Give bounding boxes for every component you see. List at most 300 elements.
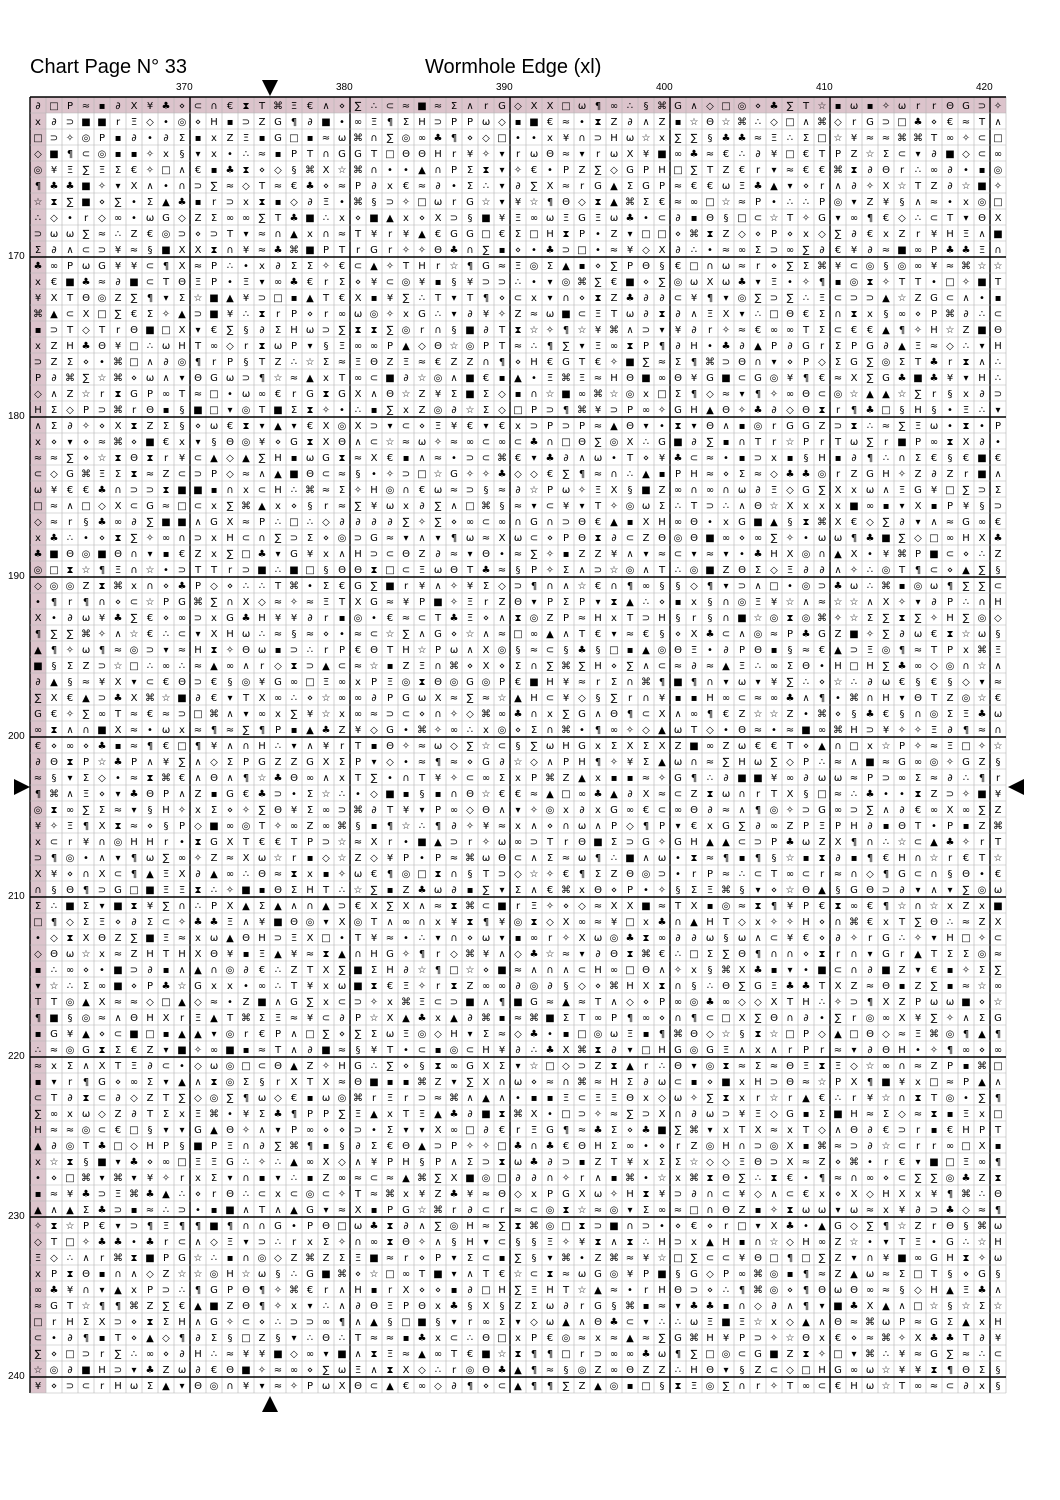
svg-text:Θ: Θ [82, 1269, 90, 1280]
svg-text:x: x [739, 1093, 745, 1104]
svg-text:♣: ♣ [273, 1109, 283, 1120]
svg-text:⊃: ⊃ [305, 661, 315, 672]
svg-text:Σ: Σ [658, 501, 666, 512]
svg-text:X: X [178, 325, 186, 336]
svg-text:€: € [210, 325, 218, 336]
svg-text:ω: ω [801, 837, 811, 848]
svg-text:◎: ◎ [609, 1205, 619, 1216]
svg-text:◎: ◎ [865, 1013, 875, 1024]
svg-text:■: ■ [737, 613, 747, 624]
svg-text:▾: ▾ [131, 677, 137, 688]
svg-text:✧: ✧ [417, 517, 427, 528]
svg-text:¥: ¥ [658, 453, 666, 464]
svg-text:T: T [802, 1125, 810, 1136]
svg-text:▪: ▪ [738, 453, 746, 464]
svg-text:⧗: ⧗ [802, 517, 810, 528]
svg-text:r: r [387, 837, 393, 848]
svg-text:∑: ∑ [914, 917, 922, 928]
svg-text:■: ■ [977, 453, 987, 464]
svg-text:r: r [323, 309, 329, 320]
svg-text:☆: ☆ [961, 181, 971, 192]
svg-text:P: P [50, 1269, 58, 1280]
svg-text:H: H [402, 645, 410, 656]
svg-text:X: X [722, 309, 730, 320]
svg-text:⌘: ⌘ [817, 709, 827, 720]
svg-text:□: □ [33, 133, 43, 144]
svg-text:⧗: ⧗ [434, 869, 442, 880]
svg-text:⧗: ⧗ [242, 165, 250, 176]
svg-text:∑: ∑ [338, 1109, 346, 1120]
svg-text:P: P [210, 1141, 218, 1152]
svg-text:⧗: ⧗ [338, 453, 346, 464]
svg-text:Z: Z [146, 421, 154, 432]
svg-text:Θ: Θ [482, 549, 490, 560]
svg-text:§: § [179, 405, 185, 416]
svg-text:≈: ≈ [593, 917, 603, 928]
svg-text:⧗: ⧗ [306, 437, 314, 448]
svg-text:X: X [258, 693, 266, 704]
svg-text:§: § [659, 581, 665, 592]
svg-text:⊃: ⊃ [545, 405, 555, 416]
svg-text:⋄: ⋄ [178, 101, 186, 112]
svg-text:Z: Z [114, 293, 122, 304]
svg-text:ω: ω [849, 1205, 859, 1216]
svg-text:◇: ◇ [706, 389, 714, 400]
svg-text:X: X [178, 869, 186, 880]
svg-text:∴: ∴ [290, 357, 298, 368]
svg-text:H: H [882, 1189, 890, 1200]
svg-text:Θ: Θ [690, 517, 698, 528]
svg-text:▲: ▲ [210, 453, 218, 464]
svg-text:r: r [915, 1141, 921, 1152]
svg-text:¥: ¥ [370, 277, 378, 288]
svg-text:Z: Z [402, 885, 410, 896]
svg-text:X: X [98, 1061, 106, 1072]
svg-text:X: X [658, 709, 666, 720]
svg-text:T: T [50, 1237, 58, 1248]
svg-text:Z: Z [690, 1141, 698, 1152]
svg-text:ω: ω [721, 261, 731, 272]
svg-text:▲: ▲ [338, 949, 346, 960]
svg-text:T: T [946, 213, 954, 224]
svg-text:⋄: ⋄ [338, 1029, 346, 1040]
center-marker-top-icon [262, 80, 278, 96]
svg-text:¥: ¥ [898, 1205, 906, 1216]
svg-text:≈: ≈ [513, 965, 523, 976]
svg-text:T: T [274, 213, 282, 224]
svg-text:x: x [99, 949, 105, 960]
svg-text:∑: ∑ [738, 821, 746, 832]
svg-text:⌘: ⌘ [465, 853, 475, 864]
svg-text:¥: ¥ [882, 197, 890, 208]
svg-text:⋄: ⋄ [818, 677, 826, 688]
svg-text:≈: ≈ [561, 181, 571, 192]
svg-text:¥: ¥ [434, 773, 442, 784]
svg-text:T: T [386, 805, 394, 816]
svg-text:P: P [530, 565, 538, 576]
svg-text:∂: ∂ [611, 1045, 617, 1056]
svg-text:€: € [722, 709, 730, 720]
svg-text:Σ: Σ [978, 1301, 986, 1312]
svg-text:∞: ∞ [849, 213, 859, 224]
svg-text:€: € [146, 709, 154, 720]
svg-text:•: • [195, 1205, 201, 1216]
svg-text:⌘: ⌘ [545, 773, 555, 784]
svg-text:⋄: ⋄ [162, 1349, 170, 1360]
svg-text:Σ: Σ [290, 405, 298, 416]
svg-text:¶: ¶ [50, 597, 58, 608]
svg-text:≈: ≈ [33, 453, 43, 464]
svg-text:≈: ≈ [577, 613, 587, 624]
svg-text:§: § [995, 629, 1001, 640]
svg-text:∧: ∧ [674, 709, 682, 720]
svg-text:•: • [803, 533, 809, 544]
svg-text:P: P [786, 629, 794, 640]
svg-text:•: • [867, 1237, 873, 1248]
svg-text:⊃: ⊃ [593, 565, 603, 576]
svg-text:∩: ∩ [546, 725, 554, 736]
svg-text:x: x [179, 725, 185, 736]
svg-text:§: § [675, 1269, 681, 1280]
svg-text:⧗: ⧗ [530, 917, 538, 928]
svg-text:▾: ▾ [627, 229, 633, 240]
svg-text:€: € [306, 1285, 314, 1296]
svg-text:Ξ: Ξ [338, 341, 346, 352]
svg-text:▾: ▾ [227, 1173, 233, 1184]
svg-text:r: r [931, 1141, 937, 1152]
svg-text:∧: ∧ [226, 773, 234, 784]
svg-text:⋄: ⋄ [338, 1125, 346, 1136]
svg-text:◎: ◎ [865, 261, 875, 272]
svg-text:∞: ∞ [257, 709, 267, 720]
svg-text:□: □ [769, 581, 779, 592]
column-number: 420 [976, 82, 993, 93]
svg-text:✧: ✧ [161, 1173, 171, 1184]
svg-text:⊂: ⊂ [769, 933, 779, 944]
svg-text:∂: ∂ [899, 517, 905, 528]
svg-text:Σ: Σ [962, 949, 970, 960]
svg-text:Θ: Θ [738, 357, 746, 368]
svg-text:Z: Z [274, 757, 282, 768]
svg-text:Z: Z [226, 1301, 234, 1312]
svg-text:T: T [770, 789, 778, 800]
svg-text:∞: ∞ [721, 693, 731, 704]
svg-text:☆: ☆ [257, 773, 267, 784]
svg-text:§: § [947, 389, 953, 400]
svg-text:◎: ◎ [561, 1333, 571, 1344]
svg-text:⌘: ⌘ [609, 981, 619, 992]
svg-text:◎: ◎ [33, 805, 43, 816]
svg-text:Σ: Σ [34, 245, 42, 256]
svg-text:▾: ▾ [243, 229, 249, 240]
svg-text:T: T [898, 277, 906, 288]
svg-text:T: T [578, 629, 586, 640]
svg-text:H: H [530, 357, 538, 368]
svg-text:T: T [402, 261, 410, 272]
svg-text:⋄: ⋄ [434, 1285, 442, 1296]
svg-text:▾: ▾ [291, 421, 297, 432]
svg-text:⊂: ⊂ [513, 853, 523, 864]
svg-text:▲: ▲ [290, 1157, 298, 1168]
svg-text:≈: ≈ [289, 373, 299, 384]
svg-text:≈: ≈ [225, 181, 235, 192]
svg-text:▲: ▲ [290, 1061, 298, 1072]
svg-text:□: □ [177, 501, 187, 512]
svg-text:⋄: ⋄ [82, 357, 90, 368]
svg-text:▪: ▪ [770, 645, 778, 656]
svg-text:€: € [642, 805, 650, 816]
svg-text:G: G [34, 709, 42, 720]
svg-text:□: □ [769, 309, 779, 320]
svg-text:Ξ: Ξ [98, 469, 106, 480]
svg-text:G: G [898, 757, 906, 768]
svg-text:X: X [978, 533, 986, 544]
svg-text:∂: ∂ [563, 453, 569, 464]
svg-text:∑: ∑ [242, 725, 250, 736]
svg-text:¶: ¶ [162, 261, 170, 272]
svg-text:P: P [562, 757, 570, 768]
svg-text:Ξ: Ξ [130, 117, 138, 128]
svg-text:▲: ▲ [146, 1333, 154, 1344]
svg-text:⋄: ⋄ [802, 741, 810, 752]
svg-text:r: r [403, 1093, 409, 1104]
svg-text:✧: ✧ [321, 1061, 331, 1072]
svg-text:¥: ¥ [450, 917, 458, 928]
svg-text:•: • [35, 597, 41, 608]
svg-text:≈: ≈ [561, 949, 571, 960]
svg-text:T: T [594, 997, 602, 1008]
svg-text:∞: ∞ [929, 805, 939, 816]
svg-text:P: P [834, 149, 842, 160]
svg-text:T: T [786, 997, 794, 1008]
svg-text:G: G [274, 117, 282, 128]
svg-text:Θ: Θ [578, 1141, 586, 1152]
svg-text:Z: Z [610, 869, 618, 880]
svg-text:G: G [962, 517, 970, 528]
svg-text:H: H [818, 453, 826, 464]
svg-text:•: • [643, 213, 649, 224]
svg-text:■: ■ [561, 389, 571, 400]
svg-text:≈: ≈ [497, 565, 507, 576]
svg-text:•: • [867, 549, 873, 560]
svg-text:r: r [755, 789, 761, 800]
svg-text:∑: ∑ [786, 261, 794, 272]
svg-text:✧: ✧ [897, 1333, 907, 1344]
svg-text:∂: ∂ [387, 517, 393, 528]
svg-text:▾: ▾ [99, 1285, 105, 1296]
svg-text:∂: ∂ [979, 1333, 985, 1344]
svg-text:◎: ◎ [305, 1189, 315, 1200]
svg-text:▾: ▾ [115, 181, 121, 192]
svg-text:Ξ: Ξ [162, 933, 170, 944]
svg-text:r: r [691, 869, 697, 880]
svg-text:∞: ∞ [833, 805, 843, 816]
column-number: 380 [336, 82, 353, 93]
svg-text:Ξ: Ξ [626, 1029, 634, 1040]
svg-text:r: r [323, 1285, 329, 1296]
svg-text:X: X [626, 149, 634, 160]
svg-text:Z: Z [306, 1061, 314, 1072]
svg-text:P: P [370, 677, 378, 688]
svg-text:✧: ✧ [337, 869, 347, 880]
svg-text:∂: ∂ [643, 293, 649, 304]
svg-text:X: X [786, 1141, 794, 1152]
svg-text:•: • [643, 885, 649, 896]
svg-text:◎: ◎ [241, 405, 251, 416]
svg-text:∞: ∞ [705, 485, 715, 496]
svg-text:∞: ∞ [913, 757, 923, 768]
svg-text:∴: ∴ [50, 965, 58, 976]
svg-text:♣: ♣ [545, 245, 555, 256]
svg-text:⌘: ⌘ [961, 1189, 971, 1200]
svg-text:≈: ≈ [497, 1029, 507, 1040]
svg-text:∧: ∧ [466, 1269, 474, 1280]
svg-text:⧗: ⧗ [722, 1093, 730, 1104]
svg-text:Σ: Σ [978, 965, 986, 976]
svg-text:x: x [291, 1301, 297, 1312]
svg-text:ω: ω [753, 757, 763, 768]
svg-text:•: • [403, 837, 409, 848]
svg-text:⊂: ⊂ [545, 645, 555, 656]
svg-text:r: r [851, 1093, 857, 1104]
svg-text:∞: ∞ [673, 805, 683, 816]
svg-text:◎: ◎ [753, 421, 763, 432]
svg-text:✧: ✧ [145, 149, 155, 160]
svg-text:✧: ✧ [65, 133, 75, 144]
svg-text:⌘: ⌘ [65, 373, 75, 384]
svg-text:Σ: Σ [562, 1013, 570, 1024]
svg-text:∴: ∴ [274, 517, 282, 528]
svg-text:⋄: ⋄ [786, 357, 794, 368]
svg-text:▲: ▲ [66, 1205, 74, 1216]
svg-text:▪: ▪ [514, 117, 522, 128]
svg-text:≈: ≈ [961, 917, 971, 928]
svg-text:Σ: Σ [642, 197, 650, 208]
svg-text:∧: ∧ [290, 1045, 298, 1056]
svg-text:∑: ∑ [882, 661, 890, 672]
svg-text:¥: ¥ [498, 213, 506, 224]
svg-text:X: X [626, 901, 634, 912]
svg-text:x: x [195, 1173, 201, 1184]
svg-text:Z: Z [834, 629, 842, 640]
svg-text:G: G [914, 485, 922, 496]
svg-text:∧: ∧ [242, 917, 250, 928]
svg-text:ω: ω [705, 1109, 715, 1120]
svg-text:◎: ◎ [81, 1125, 91, 1136]
svg-text:⧗: ⧗ [594, 533, 602, 544]
svg-text:ω: ω [513, 533, 523, 544]
svg-text:≈: ≈ [753, 469, 763, 480]
svg-text:Θ: Θ [690, 805, 698, 816]
svg-text:∑: ∑ [962, 613, 970, 624]
svg-text:∂: ∂ [675, 933, 681, 944]
svg-text:◎: ◎ [433, 405, 443, 416]
svg-text:▾: ▾ [547, 277, 553, 288]
svg-text:∂: ∂ [67, 1365, 73, 1376]
svg-text:∩: ∩ [562, 821, 570, 832]
svg-text:x: x [403, 309, 409, 320]
svg-text:∩: ∩ [674, 917, 682, 928]
svg-text:Θ: Θ [274, 805, 282, 816]
svg-text:€: € [50, 277, 58, 288]
svg-text:▲: ▲ [482, 1093, 490, 1104]
svg-text:☆: ☆ [817, 101, 827, 112]
svg-text:⋄: ⋄ [226, 805, 234, 816]
svg-text:◎: ◎ [945, 1093, 955, 1104]
svg-text:P: P [802, 1029, 810, 1040]
svg-text:☆: ☆ [81, 949, 91, 960]
svg-text:◎: ◎ [161, 229, 171, 240]
svg-text:¶: ¶ [946, 581, 954, 592]
svg-text:∂: ∂ [899, 885, 905, 896]
svg-text:X: X [898, 1013, 906, 1024]
svg-text:⧗: ⧗ [82, 1093, 90, 1104]
svg-text:∞: ∞ [657, 373, 667, 384]
svg-text:r: r [851, 1013, 857, 1024]
svg-text:□: □ [993, 1109, 1003, 1120]
svg-text:✧: ✧ [385, 309, 395, 320]
svg-text:r: r [323, 613, 329, 624]
svg-text:≈: ≈ [577, 677, 587, 688]
svg-text:⊃: ⊃ [225, 197, 235, 208]
svg-text:⋄: ⋄ [130, 1317, 138, 1328]
svg-text:∞: ∞ [641, 405, 651, 416]
svg-text:⋄: ⋄ [802, 949, 810, 960]
svg-text:∧: ∧ [594, 709, 602, 720]
svg-text:□: □ [625, 917, 635, 928]
svg-text:•: • [339, 117, 345, 128]
svg-text:□: □ [385, 565, 395, 576]
svg-text:⊂: ⊂ [465, 1045, 475, 1056]
svg-text:✧: ✧ [65, 709, 75, 720]
svg-text:□: □ [849, 741, 859, 752]
svg-text:¥: ¥ [626, 757, 634, 768]
svg-text:ω: ω [545, 213, 555, 224]
svg-text:□: □ [769, 1253, 779, 1264]
svg-text:⊃: ⊃ [113, 1205, 123, 1216]
svg-text:♣: ♣ [193, 917, 203, 928]
svg-text:G: G [338, 389, 346, 400]
svg-text:x: x [259, 261, 265, 272]
svg-text:∧: ∧ [178, 165, 186, 176]
svg-text:∑: ∑ [834, 1013, 842, 1024]
svg-text:Ξ: Ξ [818, 293, 826, 304]
svg-text:≈: ≈ [449, 693, 459, 704]
svg-text:Z: Z [434, 1077, 442, 1088]
svg-text:r: r [643, 1285, 649, 1296]
svg-text:Σ: Σ [482, 581, 490, 592]
svg-text:⌘: ⌘ [449, 1093, 459, 1104]
svg-text:≈: ≈ [881, 133, 891, 144]
svg-text:¥: ¥ [258, 437, 266, 448]
svg-text:≈: ≈ [721, 869, 731, 880]
svg-text:∂: ∂ [403, 373, 409, 384]
svg-text:•: • [931, 1237, 937, 1248]
svg-text:G: G [706, 1045, 714, 1056]
svg-text:▾: ▾ [691, 421, 697, 432]
svg-text:€: € [466, 421, 474, 432]
svg-text:∧: ∧ [866, 597, 874, 608]
svg-text:⧗: ⧗ [258, 197, 266, 208]
svg-text:⊂: ⊂ [417, 1045, 427, 1056]
svg-text:◎: ◎ [481, 1173, 491, 1184]
svg-text:▲: ▲ [898, 341, 906, 352]
svg-text:☆: ☆ [321, 789, 331, 800]
svg-text:≈: ≈ [865, 133, 875, 144]
svg-text:■: ■ [433, 597, 443, 608]
svg-text:✧: ✧ [833, 997, 843, 1008]
svg-text:◎: ◎ [609, 437, 619, 448]
